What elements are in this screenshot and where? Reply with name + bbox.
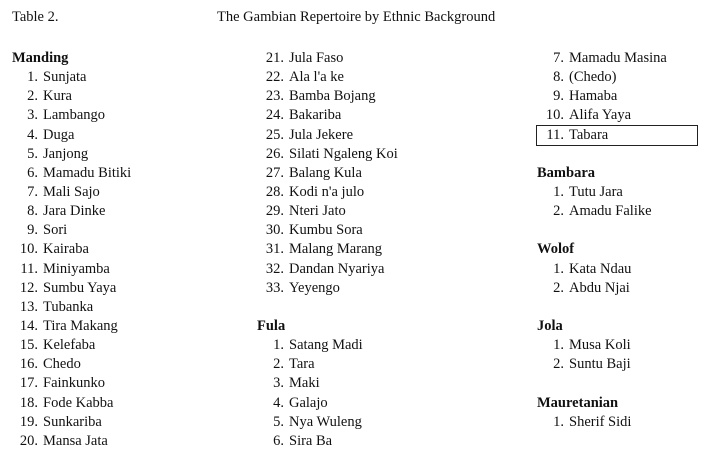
- item-name: Bamba Bojang: [289, 88, 376, 105]
- item-name: Nya Wuleng: [289, 413, 362, 430]
- item-name: Mamadu Bitiki: [43, 164, 132, 181]
- item-name: Bakariba: [289, 107, 342, 124]
- item-number: 10.: [19, 241, 38, 258]
- list-item: [12, 336, 242, 355]
- item-number: 7.: [553, 50, 564, 66]
- item-number: 23.: [265, 88, 284, 105]
- item-number: 20.: [19, 432, 38, 449]
- item-name: Silati Ngaleng Koi: [289, 145, 398, 162]
- item-number: 30.: [265, 222, 284, 239]
- table-title: The Gambian Repertoire by Ethnic Background: [217, 9, 496, 25]
- item-number: 4.: [273, 394, 284, 411]
- item-number: 5.: [27, 145, 38, 162]
- item-number: 21.: [265, 50, 284, 66]
- item-name: Nteri Jato: [289, 203, 346, 220]
- item-number: 1.: [553, 337, 564, 354]
- item-number: 5.: [273, 413, 284, 430]
- item-number: 2.: [27, 88, 38, 105]
- list-item: [12, 126, 242, 145]
- item-number: 2.: [553, 203, 564, 220]
- column-2: [257, 49, 527, 451]
- item-number: 22.: [265, 69, 284, 86]
- group-spacer: [257, 298, 527, 317]
- list-item: [537, 413, 703, 432]
- item-name: Jara Dinke: [43, 203, 106, 220]
- list-item: [537, 336, 703, 355]
- item-number: 15.: [19, 337, 38, 354]
- item-number: 31.: [265, 241, 284, 258]
- item-name: Abdu Njai: [569, 279, 630, 296]
- list-item: [12, 221, 242, 240]
- list-item: [12, 279, 242, 298]
- item-number: 2.: [553, 279, 564, 296]
- item-name: Kumbu Sora: [289, 222, 363, 239]
- list-item: [12, 394, 242, 413]
- item-number: 28.: [265, 183, 284, 200]
- item-number: 9.: [27, 222, 38, 239]
- list-item: [257, 432, 527, 451]
- item-number: 16.: [19, 356, 38, 373]
- item-name: Kodi n'a julo: [289, 183, 365, 200]
- item-number: 1.: [553, 413, 564, 430]
- item-number: 3.: [273, 375, 284, 392]
- item-name: Kelefaba: [43, 337, 96, 354]
- list-item: [537, 279, 703, 298]
- item-name: Duga: [43, 126, 75, 143]
- item-name: Miniyamba: [43, 260, 110, 277]
- item-number: 8.: [553, 69, 564, 86]
- list-item: [12, 413, 242, 432]
- item-name: Balang Kula: [289, 164, 362, 181]
- list-item: [257, 87, 527, 106]
- list-item: [257, 106, 527, 125]
- list-item: [257, 374, 527, 393]
- item-number: 3.: [27, 107, 38, 124]
- list-item: [12, 106, 242, 125]
- item-name: Dandan Nyariya: [289, 260, 385, 277]
- list-item: [537, 183, 703, 202]
- item-name: Fainkunko: [43, 375, 106, 392]
- item-name: Sumbu Yaya: [43, 279, 117, 296]
- list-item: [257, 336, 527, 355]
- list-item: [12, 87, 242, 106]
- column-3: [537, 49, 703, 432]
- item-name: (Chedo): [569, 69, 617, 86]
- item-number: 1.: [553, 183, 564, 200]
- group-spacer: [537, 145, 703, 164]
- group-heading: Mauretanian: [537, 394, 619, 411]
- item-name: Tira Makang: [43, 317, 118, 334]
- item-number: 6.: [27, 164, 38, 181]
- item-name: Yeyengo: [289, 279, 340, 296]
- item-name: Suntu Baji: [569, 356, 631, 373]
- list-item: [257, 49, 527, 68]
- item-name: Sori: [43, 222, 68, 239]
- item-name: Sherif Sidi: [569, 413, 632, 430]
- list-item: [12, 298, 242, 317]
- list-item: [12, 145, 242, 164]
- list-item: [12, 317, 242, 336]
- item-number: 1.: [553, 260, 564, 277]
- list-item: [257, 260, 527, 279]
- list-item: [12, 355, 242, 374]
- item-number: 2.: [553, 356, 564, 373]
- item-name: Kairaba: [43, 241, 89, 258]
- list-item: [12, 240, 242, 259]
- item-number: 2.: [273, 356, 284, 373]
- item-number: 17.: [19, 375, 38, 392]
- item-number: 11.: [546, 126, 564, 143]
- item-name: Hamaba: [569, 88, 618, 105]
- item-name: Lambango: [43, 107, 106, 124]
- list-item: [257, 202, 527, 221]
- list-item: [12, 202, 242, 221]
- item-name: Alifa Yaya: [569, 107, 632, 124]
- group-heading: Wolof: [537, 241, 575, 258]
- list-item: [537, 260, 703, 279]
- item-number: 33.: [265, 279, 284, 296]
- item-name: Musa Koli: [569, 337, 631, 354]
- list-item: [257, 240, 527, 259]
- item-name: Mansa Jata: [43, 432, 108, 449]
- item-number: 12.: [19, 279, 38, 296]
- item-number: 4.: [27, 126, 38, 143]
- item-number: 8.: [27, 203, 38, 220]
- item-name: Malang Marang: [289, 241, 383, 258]
- item-name: Tutu Jara: [569, 183, 623, 200]
- item-name: Tabara: [569, 126, 609, 143]
- item-number: 26.: [265, 145, 284, 162]
- item-name: Sunjata: [43, 69, 87, 86]
- list-item: [12, 164, 242, 183]
- table-caption: Table 2.: [12, 9, 59, 25]
- item-number: 9.: [553, 88, 564, 105]
- group-heading: Bambara: [537, 164, 595, 181]
- item-name: Sira Ba: [289, 432, 333, 449]
- item-name: Jula Faso: [289, 50, 344, 66]
- item-name: Amadu Falike: [569, 203, 652, 220]
- item-number: 29.: [265, 203, 284, 220]
- list-item: [257, 68, 527, 87]
- group-spacer: [537, 221, 703, 240]
- group-heading: Jola: [537, 317, 563, 334]
- list-item: [12, 432, 242, 451]
- item-number: 1.: [27, 69, 38, 86]
- item-number: 11.: [20, 260, 38, 277]
- item-name: Ala l'a ke: [289, 69, 344, 86]
- item-number: 32.: [265, 260, 284, 277]
- list-item: [257, 126, 527, 145]
- list-item: [537, 202, 703, 221]
- item-number: 6.: [273, 432, 284, 449]
- group-heading: Manding: [12, 50, 69, 66]
- item-name: Galajo: [289, 394, 328, 411]
- list-item: [537, 355, 703, 374]
- item-name: Mali Sajo: [43, 183, 100, 200]
- item-name: Maki: [289, 375, 320, 392]
- item-number: 18.: [19, 394, 38, 411]
- column-1: [12, 49, 242, 451]
- list-item: [537, 87, 703, 106]
- list-item-highlighted: [537, 126, 697, 145]
- item-name: Tubanka: [43, 298, 94, 315]
- item-number: 14.: [19, 317, 38, 334]
- item-name: Janjong: [43, 145, 89, 162]
- list-item: [257, 355, 527, 374]
- item-name: Satang Madi: [289, 337, 363, 354]
- list-item: [12, 260, 242, 279]
- item-name: Sunkariba: [43, 413, 102, 430]
- group-spacer: [537, 298, 703, 317]
- list-item: [257, 221, 527, 240]
- item-name: Jula Jekere: [289, 126, 354, 143]
- list-item: [257, 279, 527, 298]
- list-item: [257, 183, 527, 202]
- list-item: [537, 106, 703, 125]
- item-number: 24.: [265, 107, 284, 124]
- item-name: Mamadu Masina: [569, 50, 667, 66]
- list-item: [12, 68, 242, 87]
- item-number: 19.: [19, 413, 38, 430]
- list-item: [257, 394, 527, 413]
- item-name: Kura: [43, 88, 72, 105]
- item-number: 25.: [265, 126, 284, 143]
- list-item: [12, 183, 242, 202]
- list-item: [537, 68, 703, 87]
- item-name: Fode Kabba: [43, 394, 114, 411]
- item-number: 10.: [545, 107, 564, 124]
- list-item: [257, 413, 527, 432]
- item-number: 27.: [265, 164, 284, 181]
- list-item: [257, 164, 527, 183]
- list-item: [257, 145, 527, 164]
- item-name: Kata Ndau: [569, 260, 632, 277]
- item-number: 7.: [27, 183, 38, 200]
- item-number: 13.: [19, 298, 38, 315]
- list-item: [537, 49, 703, 68]
- group-spacer: [537, 374, 703, 393]
- item-name: Tara: [289, 356, 315, 373]
- list-item: [12, 374, 242, 393]
- item-number: 1.: [273, 337, 284, 354]
- group-heading: Fula: [257, 317, 286, 334]
- item-name: Chedo: [43, 356, 81, 373]
